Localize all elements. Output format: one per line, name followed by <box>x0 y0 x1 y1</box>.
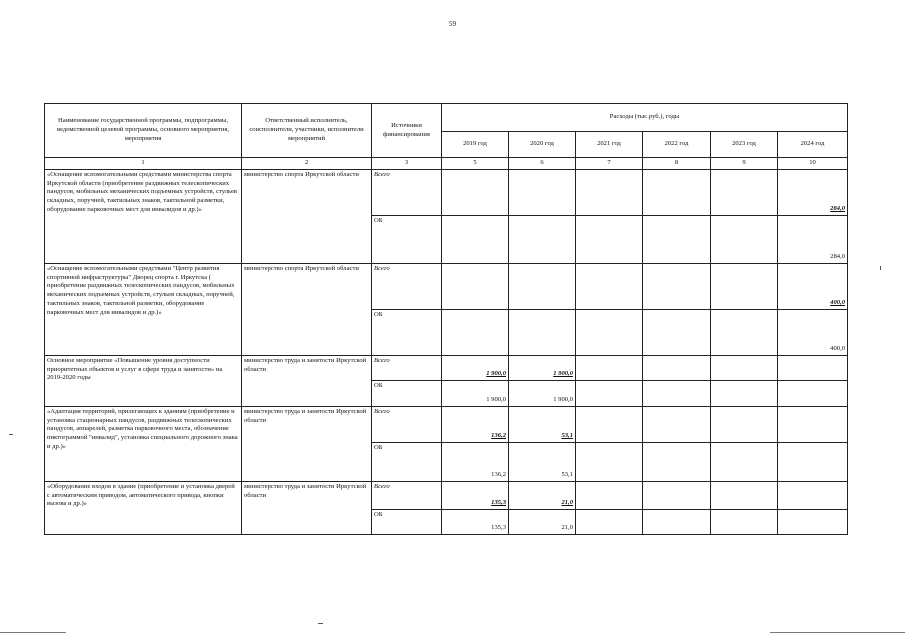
value-cell <box>576 407 643 443</box>
value-cell: 21,0 <box>509 510 576 535</box>
value-cell <box>576 170 643 216</box>
value-cell <box>711 482 778 510</box>
scan-speck <box>9 434 13 435</box>
value-cell <box>576 510 643 535</box>
page-number: 59 <box>449 20 456 28</box>
table-row <box>45 170 848 216</box>
value-cell <box>576 264 643 310</box>
value-cell <box>711 510 778 535</box>
source-total: Всего <box>372 356 442 381</box>
value-cell <box>778 356 848 381</box>
column-number: 2 <box>242 158 372 170</box>
value-cell <box>778 443 848 482</box>
source-total: Всего <box>372 170 442 216</box>
value-cell <box>576 356 643 381</box>
header-program-name: Наименование государственной программы, подпрограммы, ведомственной целевой программы, основного мероприятия, мероприятия <box>45 104 242 158</box>
source-total: Всего <box>372 264 442 310</box>
header-year-2024: 2024 год <box>778 132 848 158</box>
value-cell <box>576 443 643 482</box>
value-cell <box>643 482 711 510</box>
column-number: 5 <box>442 158 509 170</box>
header-year-2023: 2023 год <box>711 132 778 158</box>
value-cell <box>509 170 576 216</box>
source-total: Всего <box>372 482 442 510</box>
value-cell <box>643 356 711 381</box>
value-cell <box>643 170 711 216</box>
footer-rule <box>770 632 905 633</box>
value-cell <box>711 443 778 482</box>
value-cell: 400,0 <box>778 310 848 356</box>
measure-executor: министерство труда и занятости Иркутской области <box>242 356 372 407</box>
value-cell: 284,0 <box>778 170 848 216</box>
column-number: 10 <box>778 158 848 170</box>
value-cell <box>778 510 848 535</box>
measure-executor: министерство труда и занятости Иркутской области <box>242 482 372 535</box>
value-cell: 136,2 <box>442 443 509 482</box>
header-executor: Ответственный исполнитель, соисполнители, участники, исполнители мероприятий <box>242 104 372 158</box>
table-row <box>45 482 848 510</box>
value-cell <box>576 381 643 407</box>
value-cell: 1 900,0 <box>509 356 576 381</box>
value-cell: 135,3 <box>442 482 509 510</box>
value-cell <box>643 510 711 535</box>
header-year-2021: 2021 год <box>576 132 643 158</box>
value-cell: 400,0 <box>778 264 848 310</box>
value-cell: 1 900,0 <box>442 356 509 381</box>
budget-table <box>44 103 848 535</box>
value-cell: 1 900,0 <box>442 381 509 407</box>
value-cell <box>711 356 778 381</box>
header-expenses: Расходы (тыс.руб.), годы <box>442 104 848 132</box>
value-cell: 135,3 <box>442 510 509 535</box>
column-number: 8 <box>643 158 711 170</box>
value-cell: 284,0 <box>778 216 848 264</box>
footer-rule <box>0 632 66 633</box>
value-cell <box>509 216 576 264</box>
measure-name: «Оснащение вспомогательными средствами "Центр развития спортивной инфраструктуры" Дворец спорта г. Иркутска ( приобретение раздвижных телескопических пандусов, мобильных механических подъемных устройств, стульев складных, поручней, тактильных знаков, тактильной разметки, оборудование парковочных мест для инвалидов и др.)» <box>45 264 242 356</box>
value-cell <box>509 310 576 356</box>
value-cell <box>711 216 778 264</box>
value-cell <box>711 407 778 443</box>
measure-name: Основное мероприятие «Повышение уровня доступности приоритетных объектов и услуг в сфере труда и занятости» на 2019-2020 годы <box>45 356 242 407</box>
value-cell: 53,1 <box>509 407 576 443</box>
value-cell <box>442 170 509 216</box>
table-row <box>45 407 848 443</box>
value-cell <box>711 381 778 407</box>
column-number-row <box>45 158 848 170</box>
value-cell <box>711 264 778 310</box>
measure-name: «Оснащение вспомогательными средствами министерства спорта Иркутской области (приобретение раздвижных телескопических пандусов, мобильных механических подъемных устройств, стульев складных, поручней, тактильных знаков, тактильной разметки, оборудование парковочных мест для инвалидов и др.)» <box>45 170 242 264</box>
table-row <box>45 356 848 381</box>
source-ob: ОБ <box>372 216 442 264</box>
table-row <box>45 264 848 310</box>
value-cell <box>778 407 848 443</box>
scan-speck <box>318 623 323 624</box>
value-cell <box>576 216 643 264</box>
value-cell <box>643 310 711 356</box>
measure-executor: министерство спорта Иркутской области <box>242 264 372 356</box>
value-cell: 53,1 <box>509 443 576 482</box>
measure-name: «Адаптация территорий, прилегающих к зданиям (приобретение и установка стационарных пандусов, раздвижных телескопических пандусов, аппарелей, разметка парковочного места, обозначение пиктограммой "инвалид", установка специального дорожного знака и др.)» <box>45 407 242 482</box>
value-cell <box>643 264 711 310</box>
value-cell <box>576 482 643 510</box>
value-cell <box>442 216 509 264</box>
source-ob: ОБ <box>372 381 442 407</box>
value-cell: 21,0 <box>509 482 576 510</box>
value-cell <box>442 310 509 356</box>
column-number: 9 <box>711 158 778 170</box>
source-ob: ОБ <box>372 510 442 535</box>
value-cell <box>778 381 848 407</box>
scan-speck <box>880 266 881 270</box>
column-number: 3 <box>372 158 442 170</box>
measure-name: «Оборудование входов в здание (приобретение и установка дверей с автоматическим приводом, автоматического привода, кнопки вызова и др.)» <box>45 482 242 535</box>
value-cell <box>643 443 711 482</box>
source-total: Всего <box>372 407 442 443</box>
value-cell: 136,2 <box>442 407 509 443</box>
header-year-2020: 2020 год <box>509 132 576 158</box>
measure-executor: министерство труда и занятости Иркутской области <box>242 407 372 482</box>
value-cell <box>576 310 643 356</box>
measure-executor: министерство спорта Иркутской области <box>242 170 372 264</box>
value-cell <box>643 216 711 264</box>
value-cell: 1 900,0 <box>509 381 576 407</box>
value-cell <box>643 407 711 443</box>
header-year-2022: 2022 год <box>643 132 711 158</box>
column-number: 1 <box>45 158 242 170</box>
value-cell <box>778 482 848 510</box>
source-ob: ОБ <box>372 443 442 482</box>
value-cell <box>711 170 778 216</box>
value-cell <box>711 310 778 356</box>
header-sources: Источники финансирования <box>372 104 442 158</box>
column-number: 7 <box>576 158 643 170</box>
column-number: 6 <box>509 158 576 170</box>
value-cell <box>643 381 711 407</box>
value-cell <box>442 264 509 310</box>
header-year-2019: 2019 год <box>442 132 509 158</box>
value-cell <box>509 264 576 310</box>
source-ob: ОБ <box>372 310 442 356</box>
